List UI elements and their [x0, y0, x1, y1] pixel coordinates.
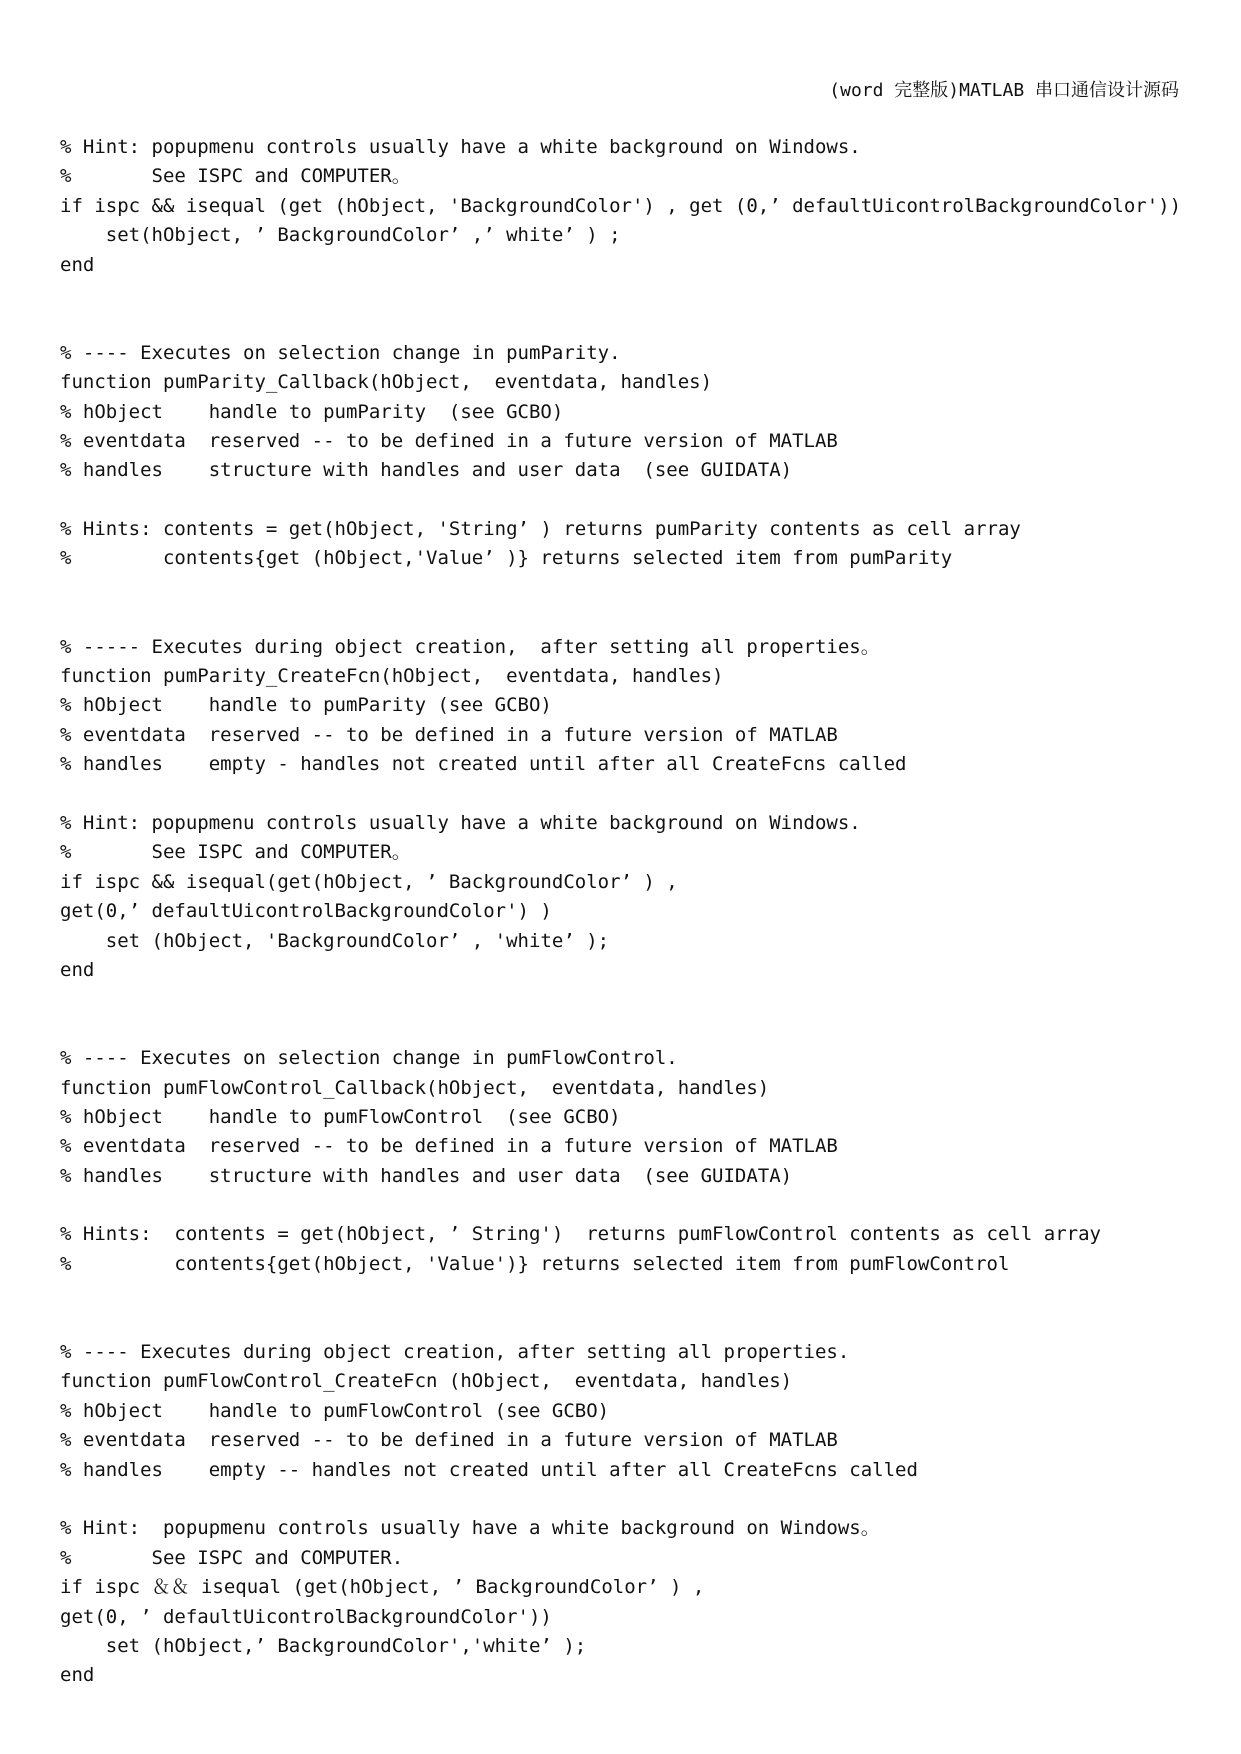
- code-line: % Hint: popupmenu controls usually have a white background on Windows。: [60, 1517, 880, 1540]
- code-line: get(0,’ defaultUicontrolBackgroundColor') ): [60, 900, 552, 923]
- code-line: % Hint: popupmenu controls usually have a white background on Windows.: [60, 136, 861, 158]
- code-line: function pumFlowControl_Callback(hObject, eventdata, handles): [60, 1076, 770, 1099]
- page-header: (word 完整版)MATLAB 串口通信设计源码: [829, 80, 1179, 101]
- code-line: [60, 574, 1230, 603]
- code-line: if ispc ＆＆ isequal (get(hObject, ’ BackgroundColor’ ) ,: [60, 1576, 705, 1599]
- code-line: % hObject handle to pumParity (see GCBO): [60, 694, 552, 717]
- code-line: end: [60, 1664, 95, 1687]
- code-line: function pumParity_Callback(hObject, eventdata, handles): [60, 371, 713, 394]
- code-line: set(hObject, ’ BackgroundColor’ ,’ white’ ) ;: [60, 224, 621, 247]
- code-line: % hObject handle to pumFlowControl (see GCBO): [60, 1105, 621, 1128]
- code-line: % hObject handle to pumParity (see GCBO): [60, 400, 564, 423]
- code-line: [60, 280, 1230, 309]
- code-line: % Hints: contents = get(hObject, 'String’ ) returns pumParity contents as cell array: [60, 518, 1021, 541]
- code-line: % contents{get (hObject,'Value’ )} returns selected item from pumParity: [60, 547, 953, 570]
- code-line: [60, 1485, 1230, 1514]
- code-line: % See ISPC and COMPUTER。: [60, 841, 411, 864]
- code-line: % ---- Executes on selection change in pumParity.: [60, 341, 621, 364]
- code-line: % handles empty -- handles not created until after all CreateFcns called: [60, 1458, 918, 1481]
- code-line: % hObject handle to pumFlowControl (see GCBO): [60, 1399, 610, 1422]
- code-line: set (hObject,’ BackgroundColor','white’ );: [60, 1634, 587, 1657]
- code-line: [60, 1015, 1230, 1044]
- code-line: [60, 1309, 1230, 1338]
- code-line: end: [60, 958, 95, 981]
- code-line: % Hint: popupmenu controls usually have a white background on Windows.: [60, 811, 861, 834]
- code-line: % eventdata reserved -- to be defined in a future version of MATLAB: [60, 1429, 838, 1452]
- code-line: if ispc && isequal (get (hObject, 'BackgroundColor') , get (0,’ defaultUicontrolBackgroundColor')): [60, 194, 1182, 217]
- code-line: [60, 309, 1230, 338]
- code-line: [60, 985, 1230, 1014]
- code-line: % contents{get(hObject, 'Value')} returns selected item from pumFlowControl: [60, 1252, 1010, 1275]
- code-line: get(0, ’ defaultUicontrolBackgroundColor')): [60, 1605, 552, 1628]
- code-line: % See ISPC and COMPUTER。: [60, 165, 411, 188]
- code-line: % ----- Executes during object creation, after setting all properties。: [60, 635, 880, 658]
- code-line: set (hObject, 'BackgroundColor’ , 'white’ );: [60, 929, 610, 952]
- code-line: [60, 603, 1230, 632]
- code-line: function pumFlowControl_CreateFcn (hObject, eventdata, handles): [60, 1370, 793, 1393]
- code-line: % ---- Executes during object creation, after setting all properties.: [60, 1341, 850, 1364]
- code-line: end: [60, 253, 95, 276]
- code-line: [60, 1191, 1230, 1220]
- code-line: [60, 486, 1230, 515]
- code-line: if ispc && isequal(get(hObject, ’ BackgroundColor’ ) ,: [60, 870, 678, 893]
- code-line: % eventdata reserved -- to be defined in a future version of MATLAB: [60, 723, 838, 746]
- code-line: % handles empty - handles not created until after all CreateFcns called: [60, 753, 907, 776]
- code-line: function pumParity_CreateFcn(hObject, eventdata, handles): [60, 665, 724, 688]
- code-line: % See ISPC and COMPUTER.: [60, 1546, 404, 1569]
- code-block: [60, 133, 1230, 1691]
- code-line: % ---- Executes on selection change in pumFlowControl.: [60, 1047, 678, 1070]
- code-line: % Hints: contents = get(hObject, ’ String') returns pumFlowControl contents as cell array: [60, 1223, 1101, 1246]
- code-line: [60, 1279, 1230, 1308]
- code-line: % handles structure with handles and user data (see GUIDATA): [60, 1164, 793, 1187]
- code-line: % handles structure with handles and user data (see GUIDATA): [60, 459, 793, 482]
- code-line: % eventdata reserved -- to be defined in a future version of MATLAB: [60, 429, 838, 452]
- code-line: % eventdata reserved -- to be defined in a future version of MATLAB: [60, 1135, 838, 1158]
- code-line: [60, 780, 1230, 809]
